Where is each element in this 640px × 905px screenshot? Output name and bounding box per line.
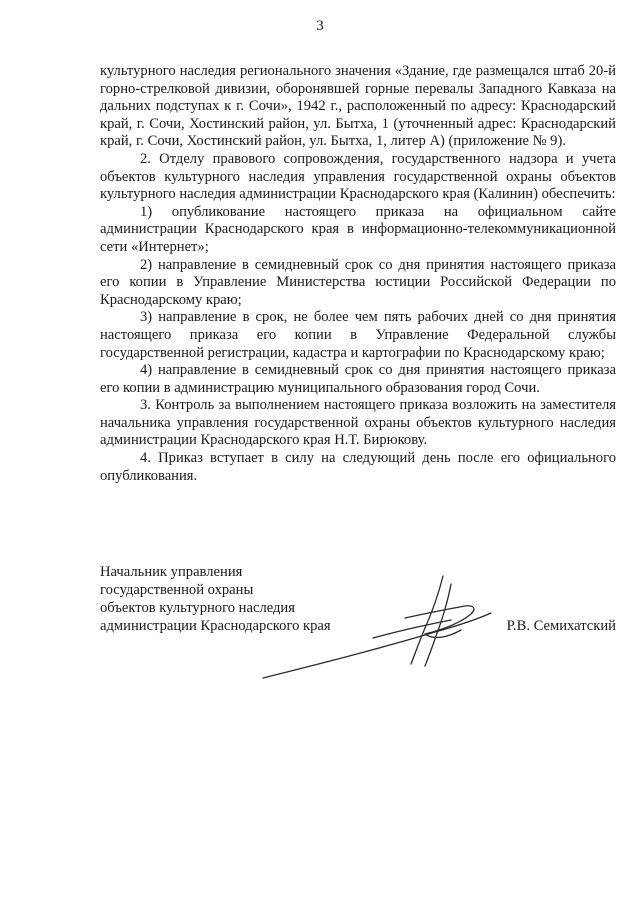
signatory-title-line: администрации Краснодарского края (100, 618, 331, 634)
document-body (100, 63, 616, 485)
page-number: 3 (316, 18, 324, 34)
paragraph-subitem-1: 1) опубликование настоящего приказа на официальном сайте администрации Краснодарского края в информационно-телекоммуникационной сети «Интернет»; (100, 203, 616, 255)
paragraph-subitem-4: 4) направление в семидневный срок со дня принятия настоящего приказа его копии в администрацию муниципального образования город Сочи. (100, 362, 616, 396)
paragraph-subitem-3: 3) направление в срок, не более чем пять рабочих дней со дня принятия настоящего приказа его копии в Управление Федеральной службы государственной регистрации, кадастра и картографии по Краснодарскому краю; (100, 309, 616, 361)
paragraph-continuation: культурного наследия регионального значения «Здание, где размещался штаб 20-й горно-стрелковой дивизии, оборонявшей горные перевалы Западного Кавказа на дальних подступах к г. Сочи», 1942 г., расположенный по адресу: Краснодарский край, г. Сочи, Хостинский район, ул. Бытха, 1 (уточненный адрес: Краснодарский край, г. Сочи, Хостинский район, ул. Бытха, 1, литер А) (приложение № 9). (100, 63, 616, 150)
paragraph-subitem-2: 2) направление в семидневный срок со дня принятия настоящего приказа его копии в Управление Министерства юстиции Российской Федерации по Краснодарскому краю; (100, 256, 616, 308)
paragraph-item-2: 2. Отделу правового сопровождения, государственного надзора и учета объектов культурного наследия управления государственной охраны объектов культурного наследия администрации Краснодарского края (Калинин) обеспечить: (100, 150, 616, 203)
paragraph-item-3: 3. Контроль за выполнением настоящего приказа возложить на заместителя начальника управления государственной охраны объектов культурного наследия администрации Краснодарского края Н.Т. Бирюкову. (100, 397, 616, 449)
signatory-title-line: государственной охраны (100, 582, 254, 598)
paragraph-item-4: 4. Приказ вступает в силу на следующий день после его официального опубликования. (100, 450, 616, 484)
signatory-title-line: объектов культурного наследия (100, 600, 295, 616)
signatory-name: Р.В. Семихатский (506, 618, 616, 634)
handwritten-signature (255, 570, 495, 685)
signatory-title-line: Начальник управления (100, 564, 243, 580)
